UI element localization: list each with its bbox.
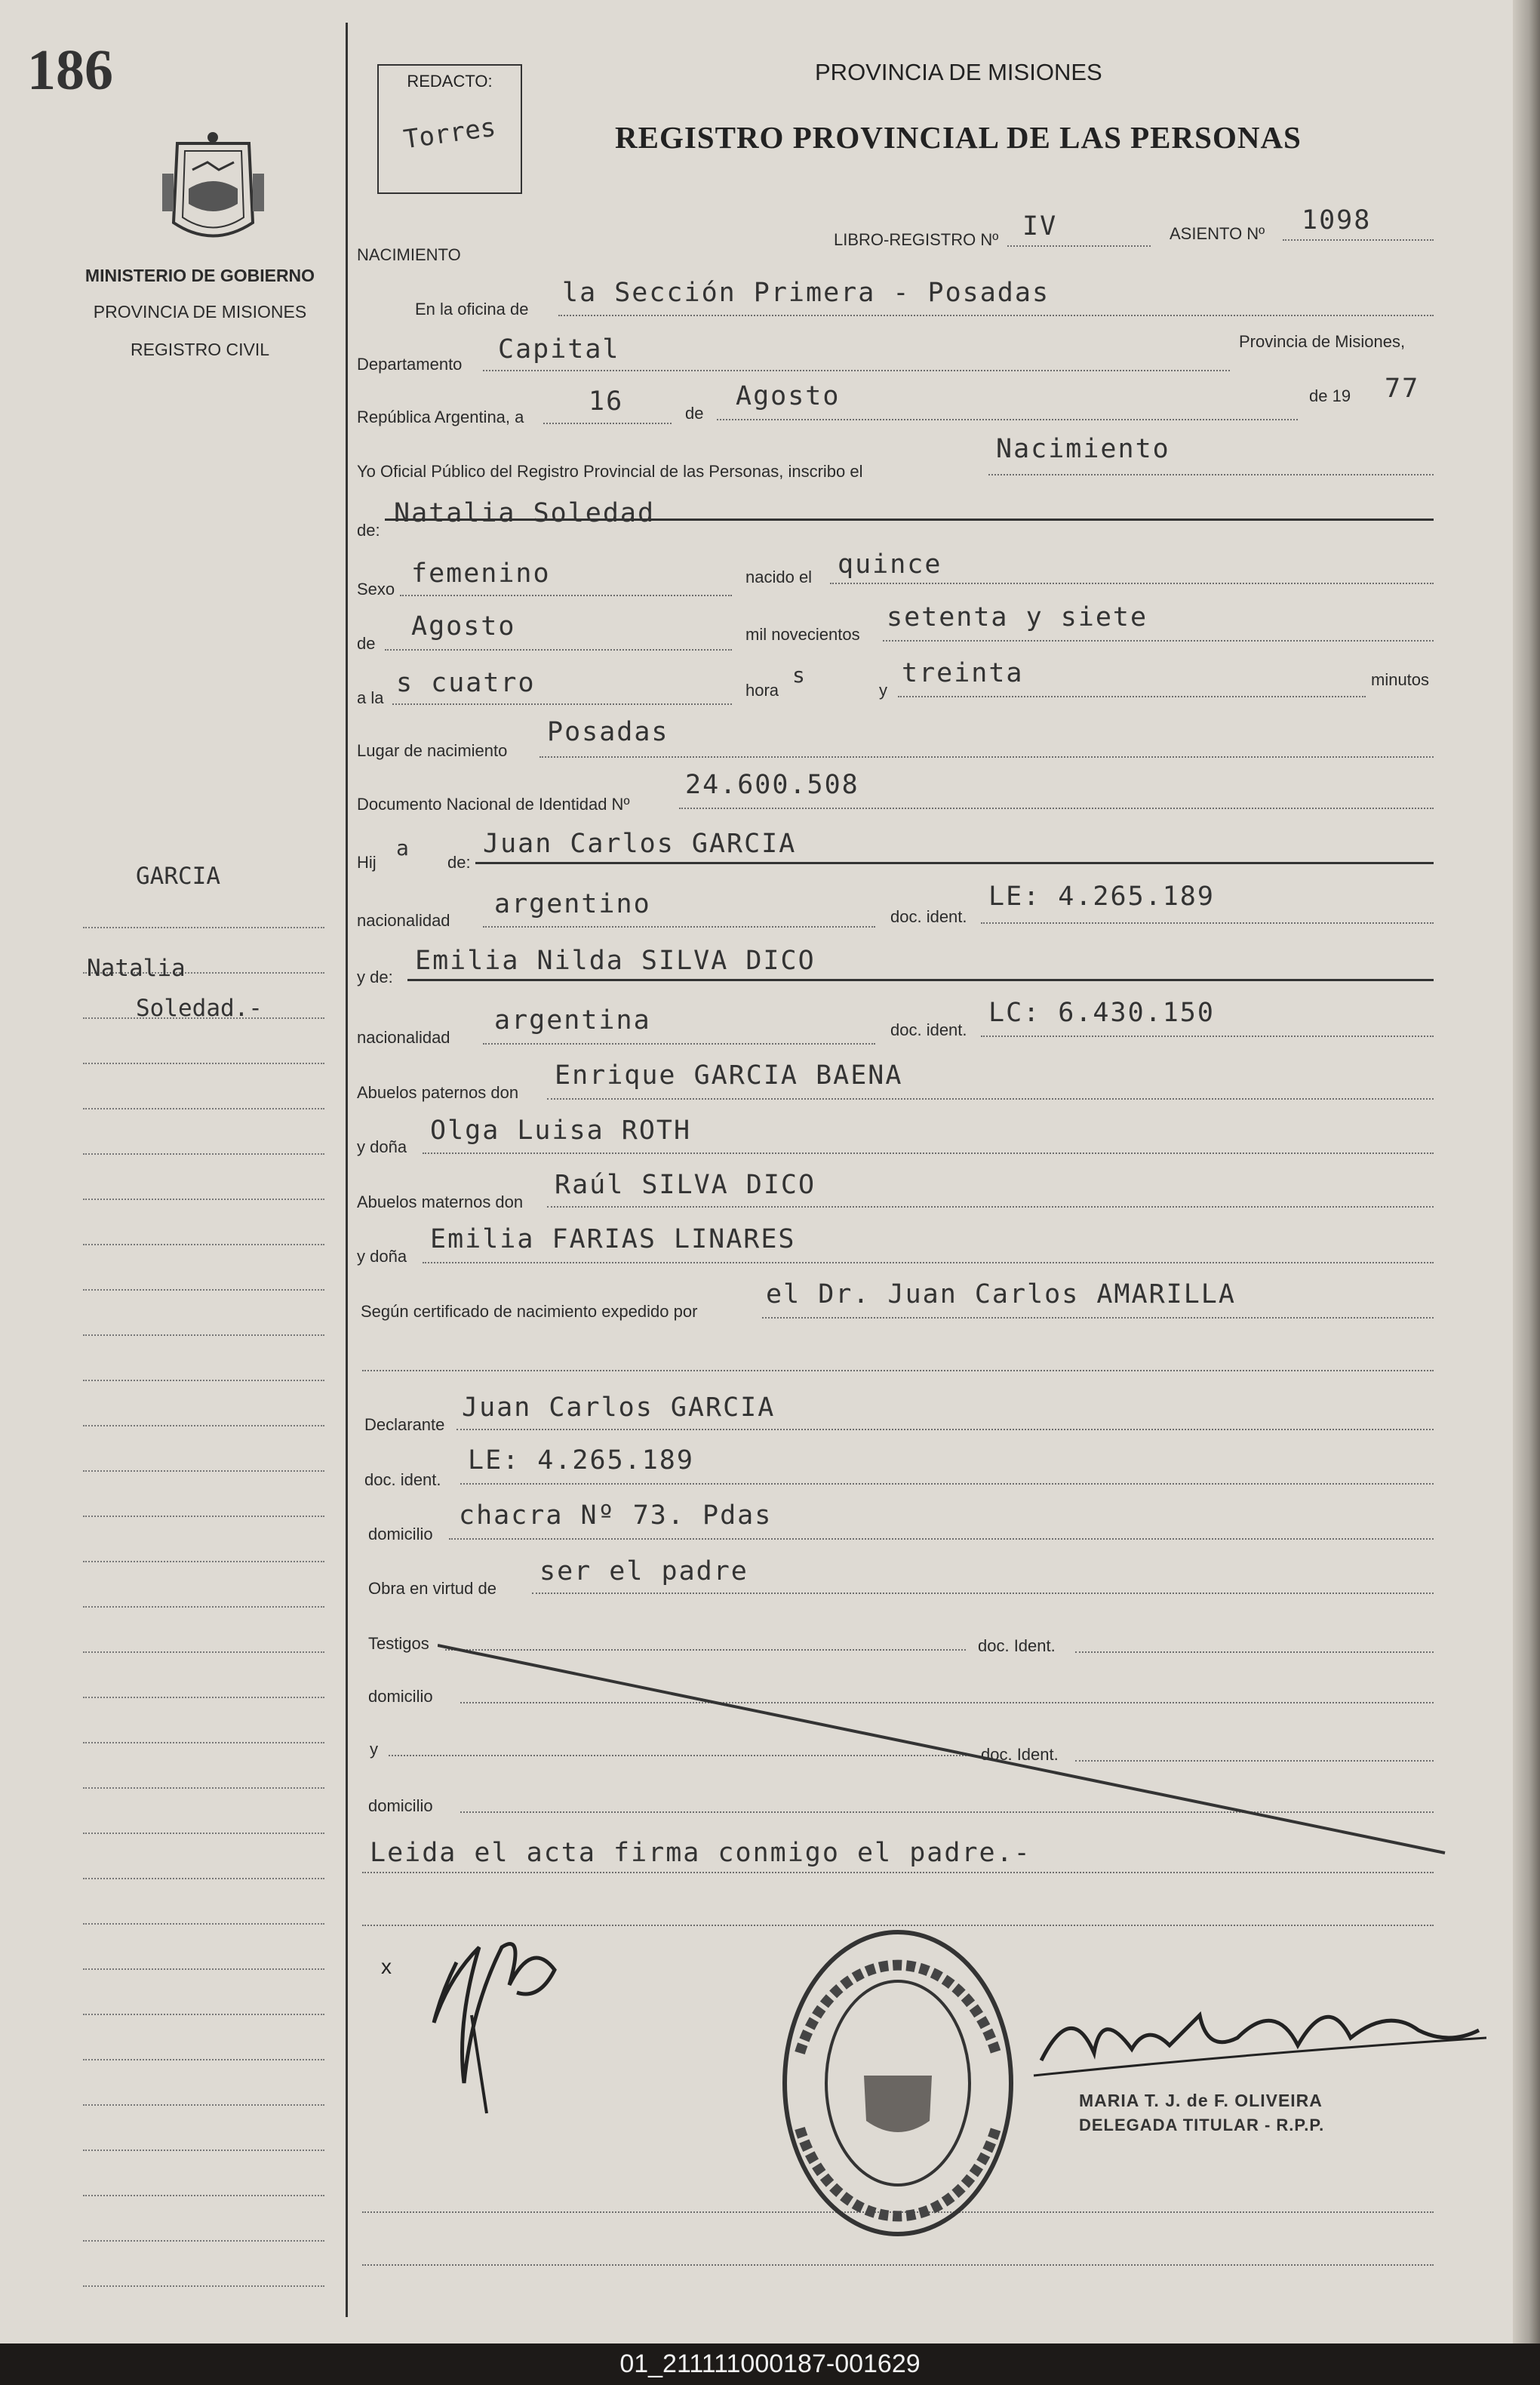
blank-line-3 [362, 2264, 1434, 2266]
hora-line [392, 703, 732, 705]
redacto-label: REDACTO: [407, 72, 493, 91]
ydona-pat-label: y doña [357, 1137, 407, 1156]
domicilio-decl-label: domicilio [368, 1525, 433, 1543]
dni-value: 24.600.508 [685, 770, 859, 800]
yo-oficial-label: Yo Oficial Público del Registro Provincial de las Personas, inscribo el [357, 462, 863, 481]
strike-through-line [438, 1638, 1449, 1864]
abuelo-pat-line [547, 1098, 1434, 1100]
madre-line [407, 979, 1434, 981]
margin-lines [83, 883, 324, 2287]
closing-line [362, 1872, 1434, 1873]
yde-label: y de: [357, 968, 393, 986]
abuela-mat-line [423, 1262, 1434, 1263]
declarante-line [456, 1429, 1434, 1430]
sexo-label: Sexo [357, 580, 395, 599]
doc-madre-line [981, 1036, 1434, 1037]
ydona-mat-label: y doña [357, 1247, 407, 1266]
de-nombre-label: de: [357, 521, 380, 540]
inscribo-value: Nacimiento [996, 434, 1170, 464]
libro-line [1007, 245, 1151, 247]
minutos-label: minutos [1371, 670, 1430, 689]
libro-value: IV [1022, 211, 1058, 242]
book-edge [1513, 0, 1540, 2343]
declarant-signature [411, 1902, 577, 2128]
sexo-value: femenino [411, 559, 551, 589]
mil-label: mil novecientos [745, 625, 860, 644]
doc-decl-line [460, 1483, 1434, 1485]
year-value: 77 [1385, 374, 1420, 404]
doc-padre-line [981, 922, 1434, 924]
section-label: NACIMIENTO [357, 245, 461, 264]
abuelo-mat-line [547, 1206, 1434, 1208]
oficina-value: la Sección Primera - Posadas [562, 278, 1050, 308]
departamento-label: Departamento [357, 355, 463, 374]
abuela-mat-value: Emilia FARIAS LINARES [430, 1224, 796, 1254]
domicilio-decl-value: chacra Nº 73. Pdas [459, 1500, 773, 1531]
hij-de-label: de: [447, 853, 471, 872]
margin-divider [346, 23, 348, 2317]
lugar-value: Posadas [547, 717, 669, 747]
y-minutes-label: y [879, 681, 887, 700]
padre-line [475, 862, 1434, 864]
sexo-line [400, 595, 732, 596]
abuelo-pat-value: Enrique GARCIA BAENA [555, 1060, 903, 1091]
nac-padre-label: nacionalidad [357, 911, 450, 930]
asiento-line [1283, 239, 1434, 241]
margin-given-1: Natalia [87, 955, 186, 982]
nombre-value: Natalia Soledad [394, 498, 656, 528]
dni-label: Documento Nacional de Identidad Nº [357, 795, 630, 814]
dia-value: 16 [589, 386, 624, 417]
nacido-value: quince [838, 549, 942, 580]
province-label: PROVINCIA DE MISIONES [93, 302, 307, 322]
province-crest-icon [147, 128, 279, 249]
abuelos-pat-label: Abuelos paternos don [357, 1083, 519, 1102]
obra-value: ser el padre [539, 1556, 748, 1586]
mes-nac-value: Agosto [411, 611, 516, 642]
official-signature [1026, 1985, 1494, 2091]
doc-padre-label: doc. ident. [890, 907, 967, 926]
abuela-pat-value: Olga Luisa ROTH [430, 1116, 692, 1146]
nacido-label: nacido el [745, 568, 813, 586]
segun-value: el Dr. Juan Carlos AMARILLA [766, 1279, 1236, 1309]
dni-line [679, 808, 1434, 809]
segun-label: Según certificado de nacimiento expedido por [361, 1302, 698, 1321]
departamento-value: Capital [498, 334, 620, 365]
asiento-label: ASIENTO Nº [1170, 224, 1265, 243]
hora-value: s cuatro [396, 668, 536, 698]
official-title: DELEGADA TITULAR - R.P.P. [1079, 2116, 1325, 2134]
testigos-label: Testigos [368, 1634, 429, 1653]
redacto-value: Torres [401, 112, 498, 155]
mil-value: setenta y siete [887, 602, 1148, 632]
ala-label: a la [357, 688, 384, 707]
provincia-suffix: Provincia de Misiones, [1239, 332, 1406, 351]
ministry-label: MINISTERIO DE GOBIERNO [85, 266, 315, 285]
asiento-value: 1098 [1302, 205, 1372, 235]
nacido-line [830, 583, 1434, 584]
padre-value: Juan Carlos GARCIA [483, 829, 797, 859]
mes-nac-line [385, 649, 732, 651]
hora-suffix: s [792, 663, 807, 688]
mes-line [717, 419, 1298, 420]
page-number: 186 [27, 38, 113, 102]
mil-line [883, 640, 1434, 642]
closing-statement: Leida el acta firma conmigo el padre.- [370, 1838, 1031, 1868]
obra-line [532, 1593, 1434, 1594]
de-label: de [685, 404, 704, 423]
departamento-line [483, 370, 1230, 371]
abuelos-mat-label: Abuelos maternos don [357, 1192, 524, 1211]
official-name: MARIA T. J. de F. OLIVEIRA [1079, 2091, 1323, 2110]
de-mes-label: de [357, 634, 376, 653]
oficina-label: En la oficina de [415, 300, 529, 319]
nac-madre-label: nacionalidad [357, 1028, 450, 1047]
image-id-footer: 01_211111000187-001629 [0, 2343, 1540, 2385]
domicilio-decl-line [449, 1538, 1434, 1540]
testigo1-doc-label: doc. Ident. [978, 1636, 1056, 1655]
hij-label: Hij [357, 853, 377, 872]
domicilio-t1-label: domicilio [368, 1687, 433, 1706]
redacto-box [377, 64, 522, 194]
abuelo-mat-value: Raúl SILVA DICO [555, 1170, 816, 1200]
y-testigo-label: y [370, 1740, 378, 1759]
nac-padre-line [483, 926, 875, 928]
obra-label: Obra en virtud de [368, 1579, 496, 1598]
madre-value: Emilia Nilda SILVA DICO [415, 946, 816, 976]
doc-decl-label: doc. ident. [364, 1470, 441, 1489]
nac-madre-value: argentina [494, 1005, 651, 1036]
nac-padre-value: argentino [494, 889, 651, 919]
segun-line [762, 1317, 1434, 1319]
official-stamp [770, 1917, 1026, 2249]
segun-line-2 [362, 1370, 1434, 1371]
dia-line-2 [543, 423, 672, 424]
declarante-value: Juan Carlos GARCIA [462, 1393, 776, 1423]
registry-label: REGISTRO CIVIL [130, 340, 270, 359]
signature-mark: x [381, 1955, 392, 1978]
margin-surname: GARCIA [136, 863, 220, 890]
margin-given-2: Soledad.- [136, 995, 263, 1022]
abuela-pat-line [423, 1152, 1434, 1154]
year-prefix: de 19 [1309, 386, 1351, 405]
declarante-label: Declarante [364, 1415, 445, 1434]
minutos-line [898, 696, 1366, 697]
domicilio-t2-label: domicilio [368, 1796, 433, 1815]
nac-madre-line [483, 1043, 875, 1045]
hij-suffix: a [396, 836, 410, 860]
register-title: REGISTRO PROVINCIAL DE LAS PERSONAS [615, 120, 1302, 155]
inscribo-line [988, 474, 1434, 475]
testigo2-doc-label: doc. Ident. [981, 1745, 1059, 1764]
doc-decl-value: LE: 4.265.189 [468, 1445, 694, 1476]
libro-label: LIBRO-REGISTRO Nº [834, 230, 999, 249]
minutos-value: treinta [902, 658, 1024, 688]
doc-madre-label: doc. ident. [890, 1020, 967, 1039]
doc-madre-value: LC: 6.430.150 [988, 998, 1215, 1028]
mes-value: Agosto [736, 381, 841, 411]
lugar-line [539, 756, 1434, 758]
lugar-label: Lugar de nacimiento [357, 741, 508, 760]
hora-label: hora [745, 681, 779, 700]
header-province: PROVINCIA DE MISIONES [815, 59, 1102, 85]
republica-label: República Argentina, a [357, 408, 524, 426]
doc-padre-value: LE: 4.265.189 [988, 882, 1215, 912]
oficina-line [558, 315, 1434, 316]
